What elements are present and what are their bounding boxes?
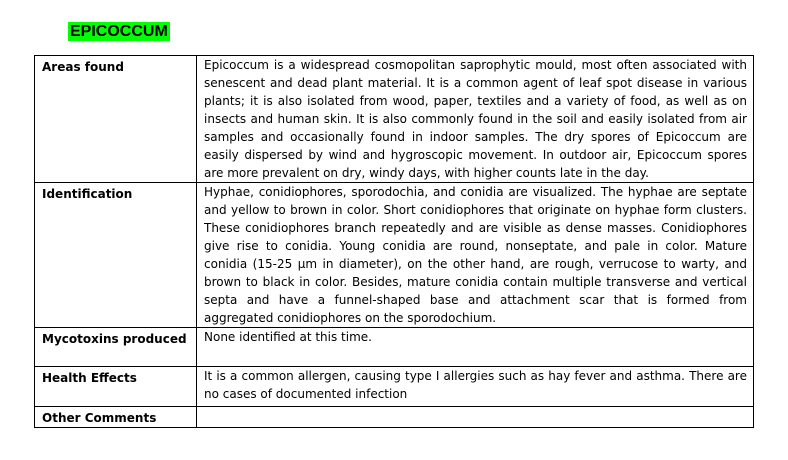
info-table — [34, 55, 754, 428]
row-label-health-effects: Health Effects — [35, 367, 197, 407]
table-row-other-comments — [35, 407, 754, 428]
row-content-other-comments — [197, 407, 754, 428]
row-label-mycotoxins: Mycotoxins produced — [35, 328, 197, 367]
table-row-health-effects — [35, 367, 754, 407]
table-row-areas-found — [35, 56, 754, 183]
row-content-health-effects: It is a common allergen, causing type I allergies such as hay fever and asthma. There are no cases of documented infection — [197, 367, 754, 407]
row-content-areas-found: Epicoccum is a widespread cosmopolitan saprophytic mould, most often associated with senescent and dead plant material. It is a common agent of leaf spot disease in various plants; it is also isolated from wood, paper, textiles and a variety of food, as well as on insects and human skin. It is also commonly found in the soil and easily isolated from air samples and occasionally found in indoor samples. The dry spores of Epicoccum are easily dispersed by wind and hygroscopic movement. In outdoor air, Epicoccum spores are more prevalent on dry, windy days, with higher counts late in the day. — [197, 56, 754, 183]
row-content-mycotoxins: None identified at this time. — [197, 328, 754, 367]
row-label-identification: Identification — [35, 183, 197, 328]
page-title: EPICOCCUM — [70, 23, 168, 40]
row-content-identification: Hyphae, conidiophores, sporodochia, and conidia are visualized. The hyphae are septate and yellow to brown in color. Short conidiophores that originate on hyphae form clusters. These conidiophores branch repeatedly and are visible as dense masses. Conidiophores give rise to conidia. Young conidia are round, nonseptate, and pale in color. Mature conidia (15-25 µm in diameter), on the other hand, are rough, verrucose to warty, and brown to black in color. Besides, mature conidia contain multiple transverse and vertical septa and have a funnel-shaped base and attachment scar that is formed from aggregated conidiophores on the sporodochium. — [197, 183, 754, 328]
row-label-other-comments: Other Comments — [35, 407, 197, 428]
row-label-areas-found: Areas found — [35, 56, 197, 183]
table-row-mycotoxins — [35, 328, 754, 367]
table-row-identification — [35, 183, 754, 328]
